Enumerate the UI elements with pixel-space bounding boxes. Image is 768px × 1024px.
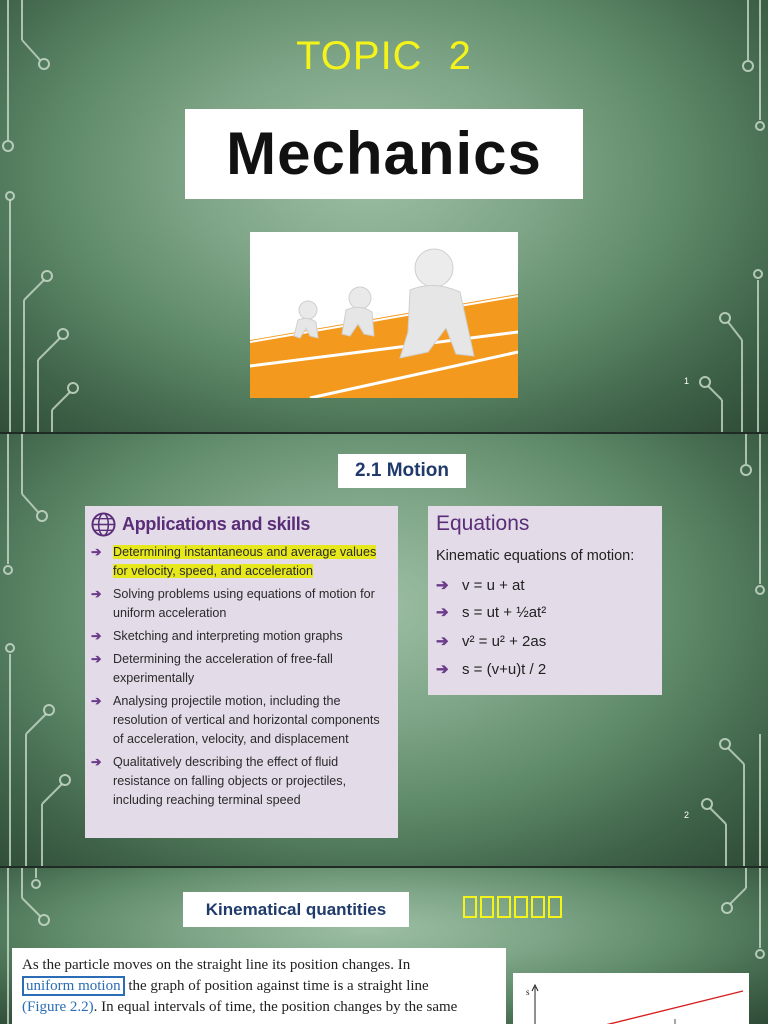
arrow-icon: ➔ — [436, 633, 449, 650]
excerpt-text: As the particle moves on the straight line its position changes. In — [22, 957, 411, 973]
equation-row — [436, 660, 546, 678]
arrow-icon: ➔ — [436, 577, 449, 594]
runners-illustration — [250, 232, 518, 398]
list-item — [91, 692, 391, 749]
equation-row — [436, 576, 525, 594]
glyph-box — [480, 896, 494, 918]
applications-list — [91, 543, 391, 814]
missing-glyphs — [463, 896, 562, 918]
axis-label: s — [526, 987, 530, 997]
slide-number: 1 — [684, 376, 690, 386]
title-card — [185, 109, 583, 199]
list-item-text: Sketching and interpreting motion graphs — [113, 629, 343, 643]
section-title: 2.1 Motion — [338, 454, 466, 488]
list-item — [91, 543, 391, 581]
list-item — [91, 650, 391, 688]
topic-label: TOPIC 2 — [296, 34, 472, 78]
circuit-decoration-left — [0, 434, 90, 866]
equation-text: s = ut + ½at² — [462, 603, 547, 621]
arrow-icon: ➔ — [91, 755, 102, 769]
arrow-icon: ➔ — [436, 604, 449, 621]
equation-text: v² = u² + 2as — [462, 632, 547, 650]
list-item-text: Determining the acceleration of free-fall experimentally — [113, 652, 333, 685]
glyph-box — [497, 896, 511, 918]
equation-row — [436, 603, 546, 621]
position-time-graph — [513, 973, 749, 1024]
glyph-box — [463, 896, 477, 918]
list-item-text: Qualitatively describing the effect of fluid resistance on falling objects or projectiles, including reaching terminal speed — [113, 755, 347, 807]
equation-row — [436, 632, 546, 650]
slide-2[interactable] — [0, 434, 768, 866]
applications-header — [91, 512, 310, 537]
arrow-icon: ➔ — [91, 694, 102, 708]
highlighted-term: uniform motion — [22, 976, 125, 996]
applications-heading: Applications and skills — [122, 514, 311, 534]
textbook-excerpt — [12, 948, 506, 1024]
slide-title: Mechanics — [226, 120, 542, 187]
list-item-text: Solving problems using equations of motion for uniform acceleration — [113, 587, 375, 620]
graph-svg — [513, 973, 749, 1024]
position-line — [573, 991, 743, 1024]
slide-number: 2 — [684, 810, 690, 820]
arrow-icon: ➔ — [91, 545, 102, 559]
glyph-box — [531, 896, 545, 918]
figure-reference: (Figure 2.2) — [22, 999, 94, 1015]
list-item-text: Analysing projectile motion, including the resolution of vertical and horizontal components of acceleration, velocity, and displacement — [113, 694, 380, 746]
equation-text: s = (v+u)t / 2 — [462, 660, 547, 678]
list-item — [91, 585, 391, 623]
arrow-icon: ➔ — [91, 652, 102, 666]
runners-image — [250, 232, 518, 398]
list-item-text: Determining instantaneous and average values for velocity, speed, and acceleration — [113, 545, 377, 578]
globe-icon — [91, 512, 116, 537]
equations-subheading: Kinematic equations of motion: — [436, 548, 635, 564]
arrow-icon: ➔ — [91, 587, 102, 601]
slide-1[interactable] — [0, 0, 768, 432]
list-item — [91, 753, 391, 810]
excerpt-text: the graph of position against time is a straight line — [128, 978, 429, 994]
circuit-decoration-right — [678, 434, 768, 866]
glyph-box — [548, 896, 562, 918]
equations-heading: Equations — [436, 512, 530, 535]
equation-text: v = u + at — [462, 576, 525, 594]
section-title: Kinematical quantities — [183, 892, 409, 927]
slide-3[interactable] — [0, 868, 768, 1024]
glyph-box — [514, 896, 528, 918]
arrow-icon: ➔ — [436, 661, 449, 678]
list-item — [91, 627, 391, 646]
excerpt-text: . In equal intervals of time, the position changes by the same — [93, 999, 458, 1015]
arrow-icon: ➔ — [91, 629, 102, 643]
equations-panel — [428, 506, 662, 695]
applications-panel — [85, 506, 398, 838]
